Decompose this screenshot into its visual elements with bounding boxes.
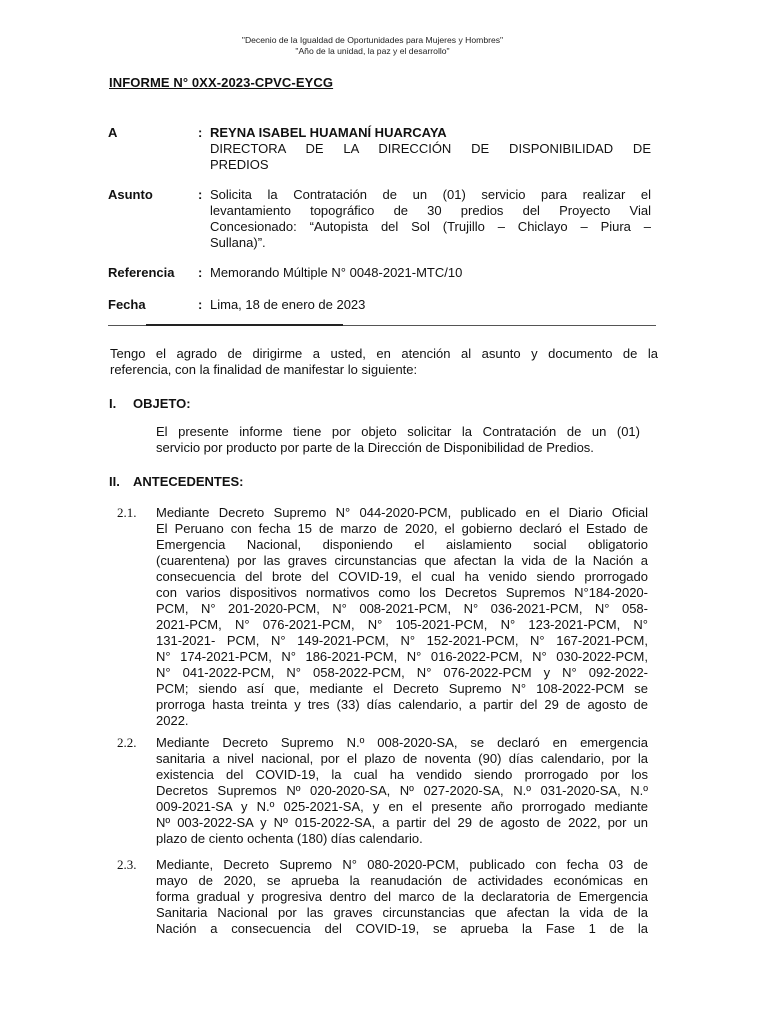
section-title: ANTECEDENTES: [133, 474, 244, 489]
item-line: Emergencia Nacional, disponiendo el aislamiento social obligatorio [156, 537, 648, 552]
item-line: 2022. [156, 713, 189, 728]
year-motto: "Año de la unidad, la paz y el desarrollo" [295, 46, 450, 56]
reference-colon: : [198, 265, 203, 280]
item-line: forma gradual y progresiva dentro del marco de la declaratoria de Emergencia [156, 889, 648, 904]
objeto-line: servicio por producto por parte de la Dirección de Disponibilidad de Predios. [156, 440, 594, 455]
section-number: II. [109, 474, 120, 489]
item-line: Sanitaria Nacional por las graves circunstancias que afectan la vida de la [156, 905, 648, 920]
antecedente-2-2 [156, 735, 648, 847]
item-number: 2.3. [117, 857, 137, 872]
item-number: 2.2. [117, 735, 137, 750]
item-line: Nación a consecuencia del COVID-19, se aprueba la Fase 1 de la [156, 921, 648, 936]
reference-label: Referencia [108, 265, 175, 280]
item-line: existencia del COVID-19, la cual ha vendido siendo prorrogado por los [156, 767, 648, 782]
item-line: (cuarentena) por las graves circunstancias que afectan la vida de la Nación a [156, 553, 648, 568]
item-line: El Peruano con fecha 15 de marzo de 2020, el gobierno declaró el Estado de [156, 521, 648, 536]
objeto-paragraph [156, 424, 640, 456]
item-line: N° 174-2021-PCM, N° 186-2021-PCM, N° 016-2022-PCM, N° 030-2022-PCM, [156, 649, 648, 664]
item-line: PCM, N° 201-2020-PCM, N° 008-2021-PCM, N° 036-2021-PCM, N° 058- [156, 601, 648, 616]
objeto-line: El presente informe tiene por objeto solicitar la Contratación de un (01) [156, 424, 640, 439]
item-number: 2.1. [117, 505, 137, 520]
item-line: 2021-PCM, N° 076-2021-PCM, N° 105-2021-PCM, N° 123-2021-PCM, N° [156, 617, 648, 632]
subject-colon: : [198, 187, 203, 202]
report-title: INFORME N° 0XX-2023-CPVC-EYCG [109, 75, 334, 90]
recipient-position-line: DIRECTORA DE LA DIRECCIÓN DE DISPONIBILIDAD DE [210, 141, 651, 156]
decade-motto: "Decenio de la Igualdad de Oportunidades para Mujeres y Hombres" [241, 35, 504, 45]
item-line: Nº 003-2022-SA y Nº 015-2022-SA, a partir del 29 de agosto de 2022, por un [156, 815, 648, 830]
item-line: Decretos Supremos Nº 020-2020-SA, Nº 027-2020-SA, N.º 031-2020-SA, N.º [156, 783, 648, 798]
intro-line: referencia, con la finalidad de manifestar lo siguiente: [110, 362, 418, 377]
section-number: I. [109, 396, 117, 411]
item-line: 131-2021- PCM, N° 149-2021-PCM, N° 152-2021-PCM, N° 167-2021-PCM, [156, 633, 648, 648]
subject-line: Sullana)”. [210, 235, 266, 250]
item-line: sanitaria a nivel nacional, por el plazo de noventa (90) días calendario, por la [156, 751, 648, 766]
item-line: Mediante, Decreto Supremo N° 080-2020-PCM, publicado con fecha 03 de [156, 857, 648, 872]
section-objeto-heading [109, 396, 191, 411]
date-colon: : [198, 297, 203, 312]
section-antecedentes-heading [109, 474, 244, 489]
item-line: Mediante Decreto Supremo N° 044-2020-PCM, publicado en el Diario Oficial [156, 505, 648, 520]
to-value [210, 125, 651, 173]
item-line: prorroga hasta treinta y tres (33) días calendario, a partir del 29 de agosto de [156, 697, 648, 712]
antecedente-2-3 [156, 857, 648, 937]
to-label: A [108, 125, 118, 140]
date-value: Lima, 18 de enero de 2023 [210, 297, 366, 312]
item-line: 009-2021-SA y N.º 025-2021-SA, y en el presente año prorrogado mediante [156, 799, 648, 814]
reference-value: Memorando Múltiple N° 0048-2021-MTC/10 [210, 265, 463, 280]
intro-paragraph [110, 346, 658, 378]
subject-label: Asunto [108, 187, 153, 202]
to-colon: : [198, 125, 203, 140]
item-line: plazo de ciento ochenta (180) días calendario. [156, 831, 423, 846]
recipient-name: REYNA ISABEL HUAMANÍ HUARCAYA [210, 125, 447, 140]
item-line: consecuencia del brote del COVID-19, el cual ha venido siendo prorrogado [156, 569, 648, 584]
header-divider-accent [146, 324, 343, 326]
item-line: N° 041-2022-PCM, N° 058-2022-PCM, N° 076-2022-PCM y N° 092-2022- [156, 665, 648, 680]
date-label: Fecha [108, 297, 146, 312]
antecedente-2-1 [156, 505, 648, 729]
recipient-position-line: PREDIOS [210, 157, 269, 172]
item-line: con varios dispositivos normativos como los Decretos Supremos N°184-2020- [156, 585, 648, 600]
subject-line: levantamiento topográfico de 30 predios del Proyecto Vial [210, 203, 651, 218]
section-title: OBJETO: [133, 396, 191, 411]
item-line: mayo de 2020, se aprueba la reanudación de actividades económicas en [156, 873, 648, 888]
subject-line: Solicita la Contratación de un (01) servicio para realizar el [210, 187, 651, 202]
intro-line: Tengo el agrado de dirigirme a usted, en atención al asunto y documento de la [110, 346, 658, 361]
item-line: Mediante Decreto Supremo N.º 008-2020-SA, se declaró en emergencia [156, 735, 648, 750]
subject-line: Concesionado: “Autopista del Sol (Trujillo – Chiclayo – Piura – [210, 219, 651, 234]
item-line: PCM; siendo así que, mediante el Decreto Supremo N° 108-2022-PCM se [156, 681, 648, 696]
subject-value [210, 187, 651, 251]
